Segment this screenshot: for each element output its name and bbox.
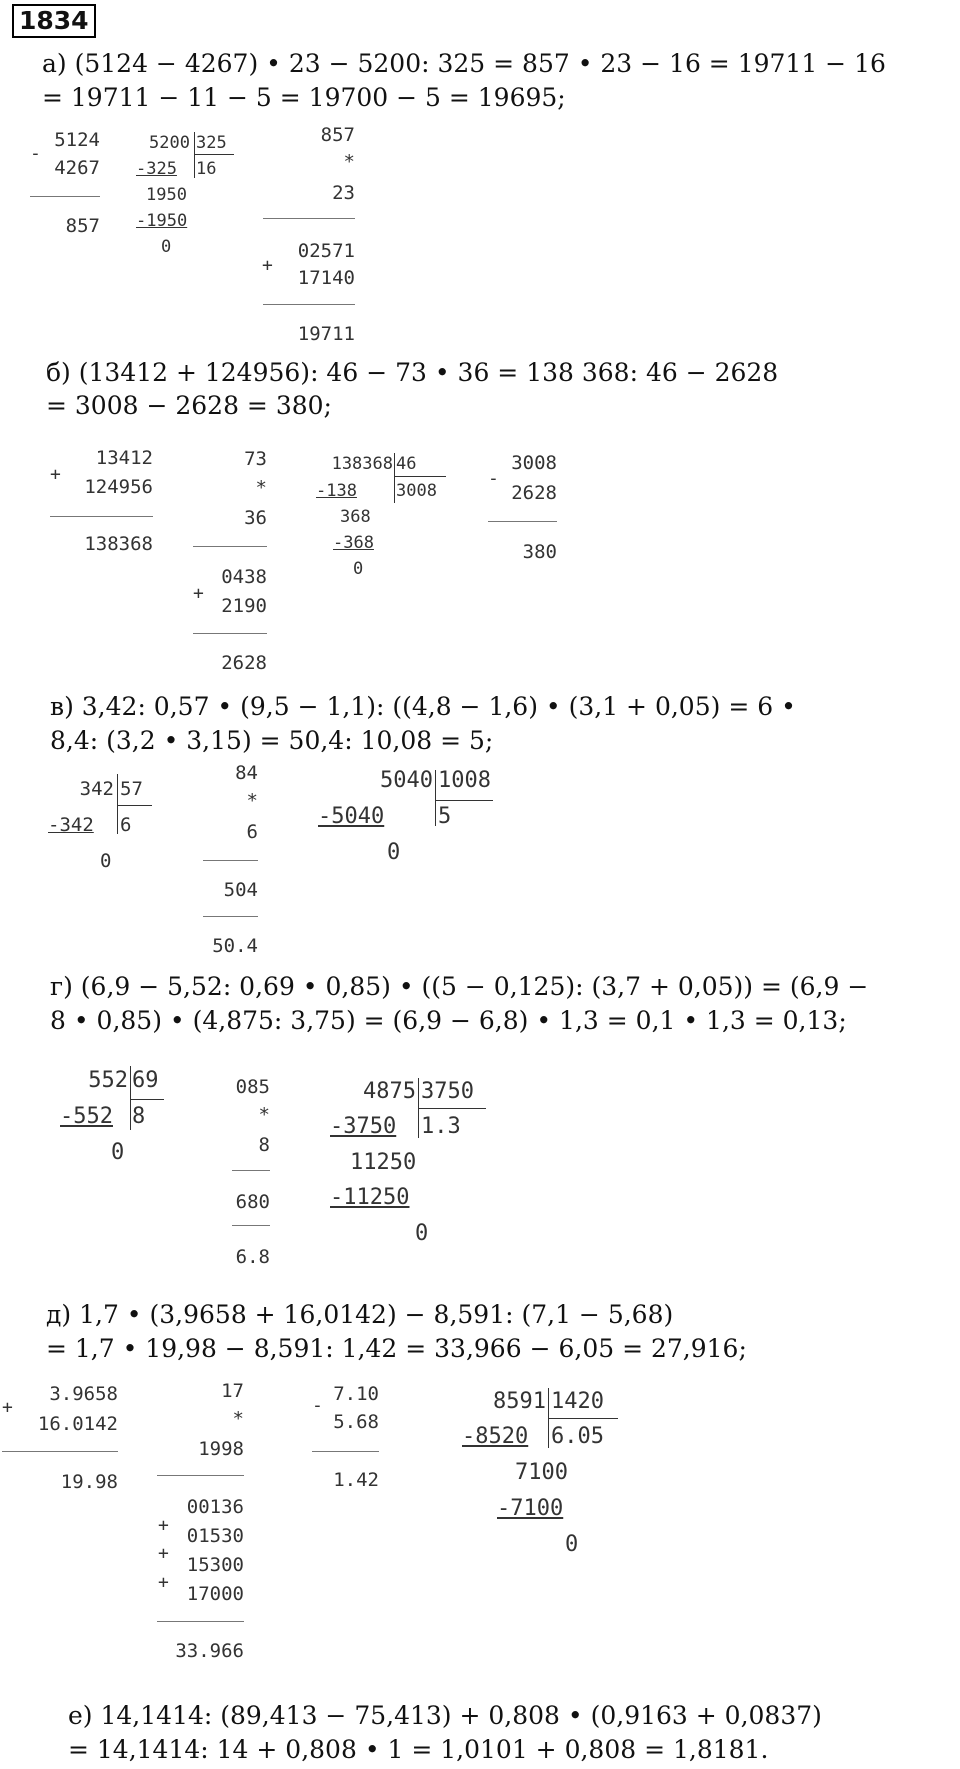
sum-line xyxy=(232,1225,270,1226)
product-line xyxy=(157,1475,244,1476)
remainder: 0 xyxy=(353,559,364,579)
result-line xyxy=(30,196,100,197)
divisor: 57 xyxy=(120,778,143,800)
solution-d-line-1: г) (6,9 − 5,52: 0,69 • 0,85) • ((5 − 0,125): (3,7 + 0,05)) = (6,9 − xyxy=(50,972,869,1001)
dividend: 342 xyxy=(79,778,114,800)
addend: 124956 xyxy=(84,476,153,498)
solution-e-line-2: = 1,7 • 19,98 − 8,591: 1,42 = 33,966 − 6,05 = 27,916; xyxy=(46,1334,747,1363)
product-line xyxy=(232,1170,270,1171)
solution-d-line-2: 8 • 0,85) • (4,875: 3,75) = (6,9 − 6,8) • 1,3 = 0,1 • 1,3 = 0,13; xyxy=(50,1006,847,1035)
product: 6.8 xyxy=(235,1246,270,1268)
plus-sign: + xyxy=(158,1515,169,1536)
sum-line xyxy=(157,1621,244,1622)
remainder: 0 xyxy=(161,237,172,257)
remainder-step: 1950 xyxy=(146,185,187,205)
result-line xyxy=(488,521,557,522)
subtrahend: 4267 xyxy=(54,157,100,179)
subtrahend: 2628 xyxy=(511,482,557,504)
remainder: 0 xyxy=(565,1532,579,1557)
remainder: 0 xyxy=(387,840,401,865)
multiplicand: 84 xyxy=(235,762,258,784)
solution-f-line-2: = 14,1414: 14 + 0,808 • 1 = 1,0101 + 0,808 = 1,8181. xyxy=(68,1735,769,1764)
solution-c-line-2: 8,4: (3,2 • 3,15) = 50,4: 10,08 = 5; xyxy=(50,726,494,755)
solution-f-line-1: е) 14,1414: (89,413 − 75,413) + 0,808 • (0,9163 + 0,0837) xyxy=(68,1701,822,1730)
partial-product: -1950 xyxy=(136,211,188,231)
times-sign: * xyxy=(232,1408,244,1430)
dividend: 552 xyxy=(88,1068,128,1093)
product: 2628 xyxy=(221,652,267,674)
remainder: 0 xyxy=(415,1221,429,1246)
product: 50.4 xyxy=(212,935,258,957)
sum-line xyxy=(50,516,153,517)
addend: 13412 xyxy=(95,447,153,469)
partial-product: 17140 xyxy=(297,267,355,289)
product-line xyxy=(203,860,258,861)
sum-line xyxy=(193,633,267,634)
sum: 19.98 xyxy=(60,1471,118,1493)
divisor: 69 xyxy=(132,1068,159,1093)
solution-a-line-1: а) (5124 − 4267) • 23 − 5200: 325 = 857 • 23 − 16 = 19711 − 16 xyxy=(42,49,886,78)
quotient: 3008 xyxy=(396,481,437,501)
quotient: 6 xyxy=(120,814,132,836)
subtrahend: 5.68 xyxy=(333,1411,379,1433)
dividend: 8591 xyxy=(493,1389,546,1414)
quotient: 16 xyxy=(196,159,217,179)
solution-b-line-2: = 3008 − 2628 = 380; xyxy=(46,391,332,420)
quotient-line xyxy=(117,805,152,806)
minuend: 3008 xyxy=(511,452,557,474)
solution-a-line-2: = 19711 − 11 − 5 = 19700 − 5 = 19695; xyxy=(42,83,566,112)
plus-sign: + xyxy=(193,583,204,604)
solution-b-line-1: б) (13412 + 124956): 46 − 73 • 36 = 138 368: 46 − 2628 xyxy=(46,358,779,387)
division-bar xyxy=(435,770,436,826)
partial-product: 02571 xyxy=(297,240,355,262)
difference: 380 xyxy=(522,541,557,563)
difference: 857 xyxy=(65,215,100,237)
addend: 16.0142 xyxy=(37,1413,118,1435)
multiplicand: 857 xyxy=(320,124,355,146)
quotient: 1.3 xyxy=(421,1114,461,1139)
dividend: 4875 xyxy=(363,1079,416,1104)
dividend: 138368 xyxy=(331,454,393,474)
partial-product: 00136 xyxy=(186,1496,244,1518)
divisor: 1008 xyxy=(438,768,491,793)
times-sign: * xyxy=(255,477,267,499)
division-bar xyxy=(130,1066,131,1130)
times-sign: * xyxy=(258,1104,270,1126)
dividend: 5040 xyxy=(380,768,433,793)
partial-product: -3750 xyxy=(330,1114,397,1139)
plus-sign: + xyxy=(158,1572,169,1593)
quotient: 5 xyxy=(438,804,452,829)
solution-c-line-1: в) 3,42: 0,57 • (9,5 − 1,1): ((4,8 − 1,6) • (3,1 + 0,05) = 6 • xyxy=(50,692,796,721)
division-bar xyxy=(117,774,118,834)
divisor: 325 xyxy=(196,133,227,153)
sum-line xyxy=(263,304,355,305)
multiplicand: 73 xyxy=(244,448,267,470)
times-sign: * xyxy=(343,151,355,173)
sum-line xyxy=(2,1451,118,1452)
plus-sign: + xyxy=(158,1543,169,1564)
difference: 1.42 xyxy=(333,1469,379,1491)
multiplier: 23 xyxy=(332,182,355,204)
partial-product: -7100 xyxy=(497,1496,564,1521)
division-bar xyxy=(394,453,395,503)
remainder: 0 xyxy=(111,1140,125,1165)
partial-product: -325 xyxy=(136,159,177,179)
quotient-line xyxy=(394,476,446,477)
divisor: 1420 xyxy=(551,1389,604,1414)
quotient: 8 xyxy=(132,1104,146,1129)
quotient-line xyxy=(130,1099,164,1100)
partial-product: 2190 xyxy=(221,595,267,617)
multiplier: 36 xyxy=(244,507,267,529)
plus-sign: + xyxy=(50,464,61,485)
partial-product: 01530 xyxy=(186,1525,244,1547)
multiplier: 8 xyxy=(258,1134,270,1156)
quotient-line xyxy=(548,1418,618,1419)
remainder-step: 11250 xyxy=(350,1150,417,1175)
product: 33.966 xyxy=(175,1640,244,1662)
plus-sign: + xyxy=(2,1397,13,1418)
partial-product: 15300 xyxy=(186,1554,244,1576)
remainder-step: 7100 xyxy=(515,1460,568,1485)
product-line xyxy=(193,546,267,547)
sum-line xyxy=(203,916,258,917)
partial-product: -8520 xyxy=(462,1424,529,1449)
partial-product: 504 xyxy=(223,879,258,901)
sum: 138368 xyxy=(84,533,153,555)
quotient-line xyxy=(194,154,234,155)
partial-product: -11250 xyxy=(330,1185,410,1210)
result-line xyxy=(312,1451,379,1452)
remainder: 0 xyxy=(100,850,112,872)
times-sign: * xyxy=(246,790,258,812)
multiplicand: 085 xyxy=(235,1076,270,1098)
divisor: 46 xyxy=(396,454,417,474)
minus-sign: - xyxy=(488,468,499,489)
partial-product: -5040 xyxy=(318,804,385,829)
solution-e-line-1: д) 1,7 • (3,9658 + 16,0142) − 8,591: (7,1 − 5,68) xyxy=(46,1300,674,1329)
quotient: 6.05 xyxy=(551,1424,604,1449)
quotient-line xyxy=(435,800,493,801)
partial-product: 0438 xyxy=(221,566,267,588)
product: 19711 xyxy=(297,323,355,345)
plus-sign: + xyxy=(262,255,273,276)
partial-product: 680 xyxy=(235,1191,270,1213)
minuend: 7.10 xyxy=(333,1383,379,1405)
minus-sign: - xyxy=(30,143,41,164)
partial-product: -552 xyxy=(60,1104,113,1129)
partial-product: -138 xyxy=(316,481,357,501)
quotient-line xyxy=(418,1108,486,1109)
dividend: 5200 xyxy=(149,133,190,153)
minuend: 5124 xyxy=(54,129,100,151)
product-line xyxy=(263,218,355,219)
remainder-step: 368 xyxy=(340,507,371,527)
division-bar xyxy=(194,132,195,178)
partial-product: -368 xyxy=(333,533,374,553)
multiplier: 6 xyxy=(246,821,258,843)
partial-product: -342 xyxy=(48,814,94,836)
multiplicand: 17 xyxy=(221,1380,244,1402)
addend: 3.9658 xyxy=(49,1383,118,1405)
partial-product: 17000 xyxy=(186,1583,244,1605)
minus-sign: - xyxy=(312,1395,323,1416)
divisor: 3750 xyxy=(421,1079,474,1104)
multiplier: 1998 xyxy=(198,1438,244,1460)
exercise-number: 1834 xyxy=(12,4,96,38)
